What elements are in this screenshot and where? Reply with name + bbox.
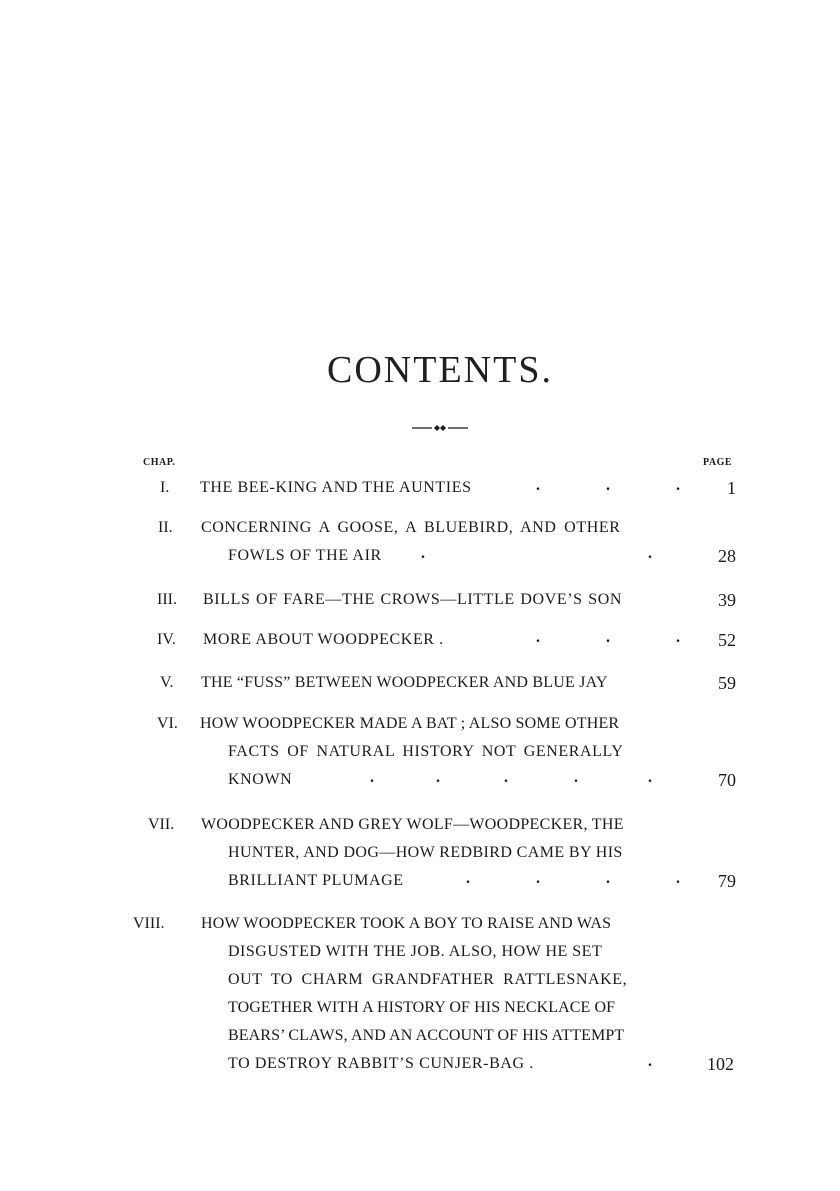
leader-dot: . — [676, 629, 680, 646]
toc-line: DISGUSTED WITH THE JOB. ALSO, HOW HE SET — [228, 943, 603, 960]
leader-dot: . — [436, 769, 440, 786]
page-number: 59 — [718, 673, 736, 693]
toc-line: THE BEE-KING AND THE AUNTIES — [200, 479, 472, 496]
leader-dot: . — [536, 629, 540, 646]
leader-dot: . — [606, 629, 610, 646]
chapter-number: III. — [157, 591, 177, 608]
leader-dot: . — [648, 1053, 652, 1070]
leader-dot: . — [504, 769, 508, 786]
leader-dot: . — [648, 769, 652, 786]
page-number: 28 — [718, 546, 736, 566]
toc-line: TO DESTROY RABBIT’S CUNJER-BAG . — [228, 1055, 534, 1072]
leader-dot: . — [536, 870, 540, 887]
page-number: 79 — [718, 871, 736, 891]
leader-dot: . — [676, 477, 680, 494]
chapter-number: V. — [160, 674, 174, 691]
toc-line: BRILLIANT PLUMAGE — [228, 872, 404, 889]
chapter-number: IV. — [157, 631, 176, 648]
page-number: 70 — [718, 770, 736, 790]
ornament-divider — [410, 422, 470, 434]
leader-dot: . — [606, 477, 610, 494]
page-number: 52 — [718, 630, 736, 650]
toc-line: THE “FUSS” BETWEEN WOODPECKER AND BLUE JAY — [201, 674, 608, 691]
toc-line: FOWLS OF THE AIR — [228, 547, 382, 564]
chapter-number: I. — [160, 479, 170, 496]
page-number: 1 — [727, 478, 736, 498]
leader-dot: . — [466, 870, 470, 887]
leader-dot: . — [370, 769, 374, 786]
toc-line: FACTS OF NATURAL HISTORY NOT GENERALLY — [228, 743, 624, 760]
toc-line: TOGETHER WITH A HISTORY OF HIS NECKLACE OF — [228, 999, 616, 1016]
chapter-number: VI. — [157, 715, 178, 732]
toc-line: BILLS OF FARE—THE CROWS—LITTLE DOVE’S SON — [203, 591, 623, 608]
toc-line: KNOWN — [228, 771, 293, 788]
toc-line: MORE ABOUT WOODPECKER . — [203, 631, 444, 648]
toc-line: HOW WOODPECKER TOOK A BOY TO RAISE AND WAS — [201, 915, 612, 932]
leader-dot: . — [536, 477, 540, 494]
leader-dot: . — [421, 545, 425, 562]
chapter-number: VIII. — [133, 915, 165, 932]
toc-line: HOW WOODPECKER MADE A BAT ; ALSO SOME OTHER — [200, 715, 620, 732]
chapter-number: II. — [158, 519, 173, 536]
leader-dot: . — [648, 545, 652, 562]
page-column-header: PAGE — [703, 457, 733, 468]
chapter-number: VII. — [148, 816, 175, 833]
toc-line: OUT TO CHARM GRANDFATHER RATTLESNAKE, — [228, 971, 628, 988]
chapter-column-header: CHAP. — [143, 457, 176, 468]
leader-dot: . — [606, 870, 610, 887]
page-title: CONTENTS. — [327, 349, 553, 391]
toc-line: CONCERNING A GOOSE, A BLUEBIRD, AND OTHER — [201, 519, 621, 536]
leader-dot: . — [574, 769, 578, 786]
page-number: 102 — [707, 1054, 734, 1074]
page-number: 39 — [718, 590, 736, 610]
toc-line: WOODPECKER AND GREY WOLF—WOODPECKER, THE — [201, 816, 624, 833]
toc-line: BEARS’ CLAWS, AND AN ACCOUNT OF HIS ATTEMPT — [228, 1027, 625, 1044]
leader-dot: . — [676, 870, 680, 887]
toc-line: HUNTER, AND DOG—HOW REDBIRD CAME BY HIS — [228, 844, 623, 861]
